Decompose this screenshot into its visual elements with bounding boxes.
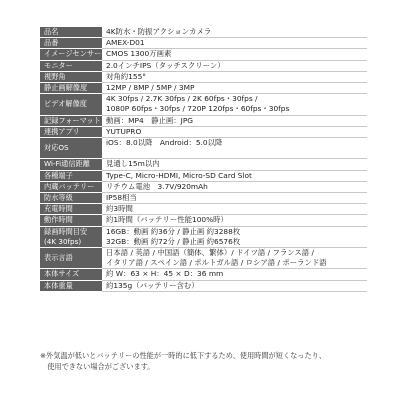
spec-label (40, 159, 102, 170)
spec-label-line: 内蔵バッテリー (44, 181, 95, 191)
spec-value (102, 170, 367, 181)
spec-value-line: 2.0インチIPS（タッチスクリーン） (106, 60, 225, 70)
spec-label-line: 静止画解像度 (44, 83, 88, 93)
spec-label (40, 248, 102, 269)
spec-row (40, 60, 367, 71)
spec-value (102, 60, 367, 71)
spec-value (102, 38, 367, 49)
spec-table (40, 27, 367, 292)
spec-label-line: ビデオ解像度 (44, 99, 87, 109)
spec-label (40, 71, 102, 82)
spec-value-line: 約135g（バッテリー含む） (106, 280, 199, 290)
spec-value (102, 204, 367, 215)
spec-value-line: 日本語 / 英語 / 中国語（簡体、繁体）/ ドイツ語 / フランス語 / (106, 248, 315, 258)
spec-row (40, 269, 367, 280)
spec-label-line: 充電時間 (44, 204, 73, 214)
spec-row (40, 193, 367, 204)
spec-value-line: 12MP / 8MP / 5MP / 3MP (106, 83, 195, 93)
spec-value (102, 215, 367, 226)
spec-value (102, 94, 367, 115)
spec-row (40, 49, 367, 60)
spec-row (40, 181, 367, 192)
spec-value-line: iOS：8.0以降 Android：5.0以降 (106, 138, 223, 148)
spec-value-line: CMOS 1300万画素 (106, 49, 172, 59)
footnote-line-2: 使用できない場合がございます。 (40, 361, 155, 371)
spec-row (40, 115, 367, 126)
spec-row (40, 27, 367, 38)
spec-label-line: 連携アプリ (44, 126, 80, 136)
spec-value (102, 181, 367, 192)
spec-label-line: イメージセンサー (44, 49, 102, 59)
spec-label-line: 視野角 (44, 71, 66, 81)
spec-value-line: YUTUPRO (106, 126, 142, 136)
spec-label (40, 269, 102, 280)
spec-label (40, 193, 102, 204)
spec-label (40, 38, 102, 49)
spec-label-line: (4K 30fps) (44, 236, 82, 246)
spec-value (102, 83, 367, 94)
spec-label-line: 本体重量 (44, 280, 73, 290)
spec-value-line: 動画：MP4 静止画：JPG (106, 115, 194, 125)
spec-label-line: 対応OS (44, 143, 69, 153)
spec-value-line: IP58相当 (106, 193, 137, 203)
spec-label-line: 防水等級 (44, 193, 73, 203)
spec-label (40, 83, 102, 94)
spec-value (102, 159, 367, 170)
spec-label-line: モニター (44, 60, 73, 70)
spec-value-line: AMEX-D01 (106, 38, 145, 48)
spec-label (40, 280, 102, 291)
spec-value (102, 138, 367, 159)
spec-label-line: 表示言語 (44, 253, 73, 263)
spec-row (40, 248, 367, 269)
spec-value-line: 1080P 60fps・30fps / 720P 120fps・60fps・30fps (106, 104, 290, 114)
spec-label-line: Wi-Fi通信距離 (44, 159, 90, 169)
spec-value-line: 約1時間（バッテリー性能100%時） (106, 215, 228, 225)
spec-value-line: 32GB：動画 約72分 / 静止画 約6576枚 (106, 236, 241, 246)
spec-table-body (40, 27, 367, 291)
spec-row (40, 204, 367, 215)
spec-label-line: 各種端子 (44, 170, 73, 180)
battery-footnote (40, 351, 370, 372)
spec-value (102, 248, 367, 269)
spec-row (40, 215, 367, 226)
spec-row (40, 38, 367, 49)
spec-row (40, 83, 367, 94)
spec-row (40, 159, 367, 170)
spec-value (102, 226, 367, 247)
spec-value-line: 約3時間 (106, 204, 133, 214)
spec-label-line: 本体サイズ (44, 269, 80, 279)
spec-value-line: 対角約155° (106, 71, 146, 81)
spec-label-line: 記録フォーマット (44, 115, 101, 125)
spec-row (40, 226, 367, 247)
spec-value-line: 4K防水・防振アクションカメラ (106, 27, 212, 36)
spec-label (40, 215, 102, 226)
spec-value-line: 約 W：63 × H：45 × D：36 mm (106, 269, 224, 279)
spec-value-line (106, 148, 367, 158)
spec-row (40, 280, 367, 291)
spec-label (40, 27, 102, 38)
spec-value-line: 4K 30fps / 2.7K 30fps / 2K 60fps・30fps / (106, 94, 258, 104)
spec-label (40, 49, 102, 60)
spec-row (40, 71, 367, 82)
spec-value (102, 193, 367, 204)
spec-label-line: 動作時間 (44, 215, 73, 225)
spec-label (40, 138, 102, 159)
spec-label-line: 品名 (44, 27, 59, 36)
spec-label-line: 録画時間目安 (44, 226, 88, 236)
spec-value (102, 49, 367, 60)
spec-value-line: リチウム電池 3.7V/920mAh (106, 181, 208, 191)
spec-value-line: 16GB：動画 約36分 / 静止画 約3288枚 (106, 226, 241, 236)
spec-label (40, 181, 102, 192)
spec-value (102, 27, 367, 38)
spec-label (40, 60, 102, 71)
spec-label (40, 115, 102, 126)
spec-value-line: 見通し15m以内 (106, 159, 160, 169)
spec-value (102, 269, 367, 280)
spec-value (102, 280, 367, 291)
spec-value-line: Type-C, Micro-HDMI, Micro-SD Card Slot (106, 170, 252, 180)
spec-row (40, 94, 367, 115)
spec-row (40, 126, 367, 137)
spec-row (40, 138, 367, 159)
spec-label (40, 204, 102, 215)
spec-label (40, 94, 102, 115)
spec-label (40, 226, 102, 247)
spec-value (102, 115, 367, 126)
spec-label-line: 品番 (44, 38, 59, 48)
spec-value-line: イタリア語 / スペイン語 / ポルトガル語 / ロシア語 / ポーランド語 (106, 258, 327, 268)
spec-table-container (40, 27, 367, 292)
spec-row (40, 170, 367, 181)
footnote-line-1: ※外気温が低いとバッテリーの性能が一時的に低下するため、使用時間が短くなったり、 (40, 351, 327, 360)
spec-label (40, 126, 102, 137)
spec-value (102, 71, 367, 82)
spec-value (102, 126, 367, 137)
spec-label (40, 170, 102, 181)
